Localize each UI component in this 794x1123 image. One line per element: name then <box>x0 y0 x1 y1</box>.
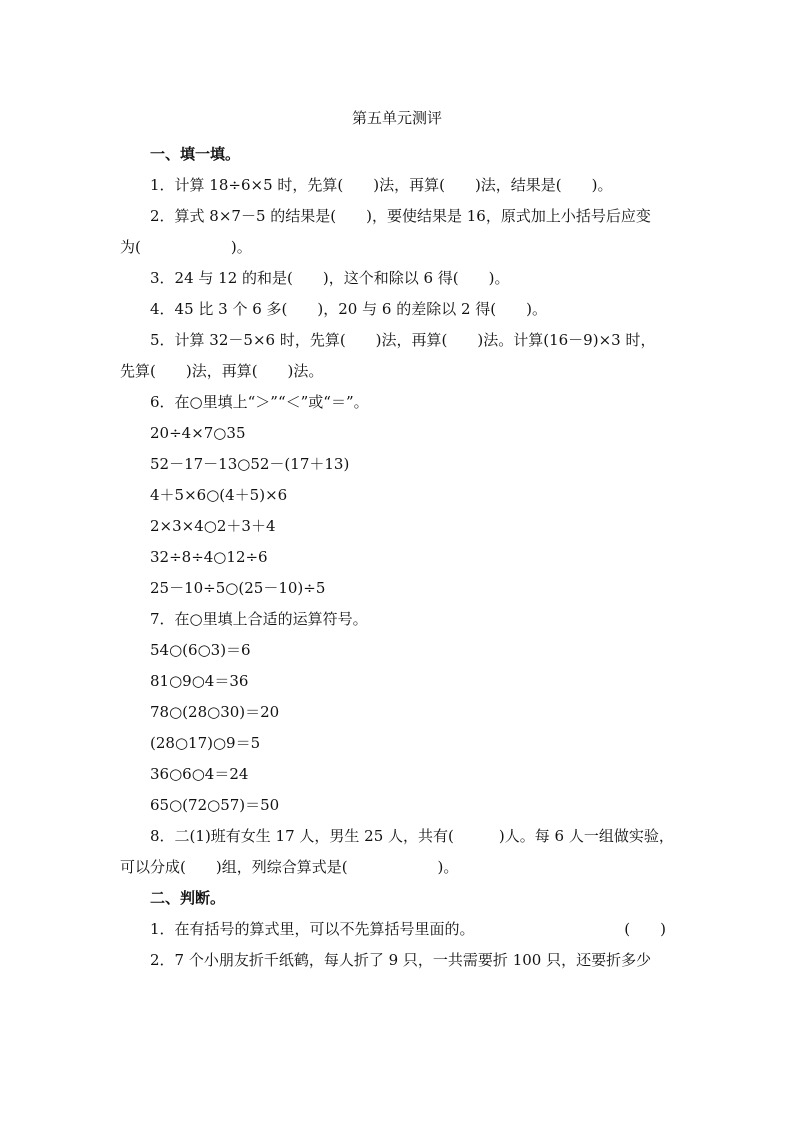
question-1-5-line-2: 先算( )法，再算( )法。 <box>120 362 324 380</box>
answer-bracket: ( ) <box>624 920 666 938</box>
question-1-7: 7．在○里填上合适的运算符号。 <box>150 610 368 628</box>
compare-item: 52－17－13○52－(17＋13) <box>150 455 350 473</box>
page-title: 第五单元测评 <box>351 109 442 127</box>
operator-item: 36○6○4＝24 <box>150 765 249 783</box>
section-heading-judge: 二、判断。 <box>150 889 226 907</box>
section-heading-fill-in: 一、填一填。 <box>150 145 241 163</box>
question-1-6: 6．在○里填上“＞”“＜”或“＝”。 <box>150 393 369 411</box>
question-1-5-line-1: 5．计算 32－5×6 时，先算( )法，再算( )法。计算(16－9)×3 时， <box>150 331 656 349</box>
question-1-1: 1．计算 18÷6×5 时，先算( )法，再算( )法，结果是( )。 <box>150 176 613 194</box>
compare-item: 4＋5×6○(4＋5)×6 <box>150 486 288 504</box>
question-2-2-line-1: 2．7 个小朋友折千纸鹤，每人折了 9 只，一共需要折 100 只，还要折多少 <box>150 951 652 969</box>
question-1-3: 3．24 与 12 的和是( )，这个和除以 6 得( )。 <box>150 269 510 287</box>
compare-item: 32÷8÷4○12÷6 <box>150 548 268 566</box>
operator-item: 81○9○4＝36 <box>150 672 249 690</box>
operator-item: 78○(28○30)＝20 <box>150 703 280 721</box>
operator-item: 54○(6○3)＝6 <box>150 641 251 659</box>
question-1-2-line-1: 2．算式 8×7－5 的结果是( )，要使结果是 16，原式加上小括号后应变 <box>150 207 651 225</box>
compare-item: 25－10÷5○(25－10)÷5 <box>150 579 326 597</box>
question-1-8-line-1: 8．二(1)班有女生 17 人，男生 25 人，共有( )人。每 6 人一组做实验， <box>150 827 674 845</box>
question-1-4: 4．45 比 3 个 6 多( )，20 与 6 的差除以 2 得( )。 <box>150 300 547 318</box>
question-1-8-line-2: 可以分成( )组，列综合算式是( )。 <box>120 858 459 876</box>
operator-item: (28○17)○9＝5 <box>150 734 261 752</box>
question-2-1 <box>150 919 666 939</box>
operator-item: 65○(72○57)＝50 <box>150 796 280 814</box>
question-1-2-line-2: 为( )。 <box>120 238 252 256</box>
compare-item: 2×3×4○2＋3＋4 <box>150 517 276 535</box>
compare-item: 20÷4×7○35 <box>150 424 246 442</box>
question-2-1-text: 1．在有括号的算式里，可以不先算括号里面的。 <box>150 920 475 938</box>
